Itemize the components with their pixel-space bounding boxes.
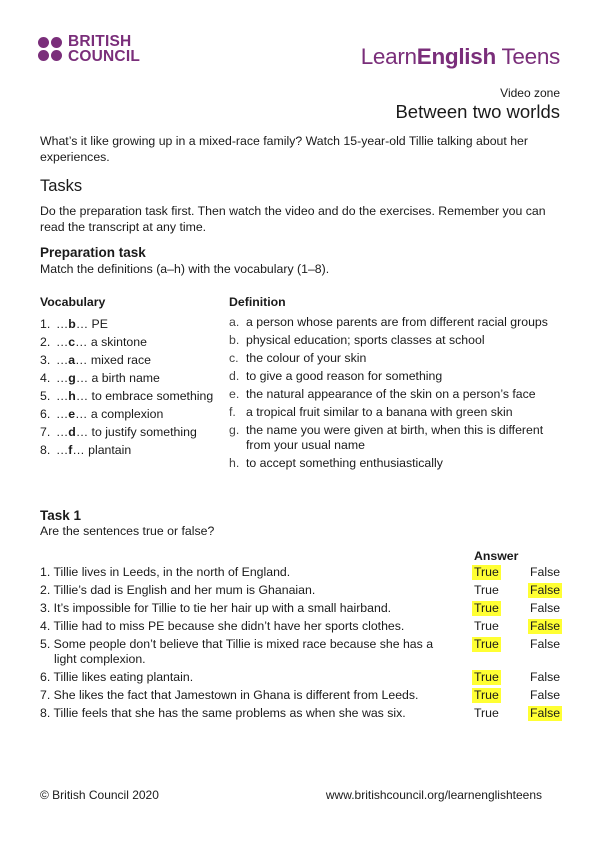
definition-item [229, 333, 569, 348]
definition-text: the colour of your skin [246, 351, 367, 365]
definition-text: a tropical fruit similar to a banana with green skin [246, 405, 513, 419]
vocab-answer: d [68, 425, 76, 439]
question-text: 5. Some people don’t believe that Tillie is mixed race because she has a light complexion. [40, 637, 434, 666]
definition-text: to accept something enthusiastically [246, 456, 443, 470]
true-option[interactable]: True [474, 583, 499, 597]
definition-letter: b. [229, 333, 240, 347]
question-text: 7. She likes the fact that Jamestown in Ghana is different from Leeds. [40, 688, 419, 702]
definition-item [229, 315, 569, 330]
vocab-number: 6. [40, 407, 51, 421]
definition-item [229, 369, 569, 384]
question-row [40, 706, 570, 721]
false-option[interactable]: False [530, 565, 561, 579]
definition-text: a person whose parents are from different racial groups [246, 315, 548, 329]
vocabulary-heading: Vocabulary [40, 295, 106, 309]
vocab-item [40, 441, 230, 459]
vocab-dots: … [56, 353, 69, 367]
true-option[interactable]: True [474, 565, 499, 579]
definition-letter: a. [229, 315, 240, 329]
true-option[interactable]: True [474, 619, 499, 633]
vocab-answer: e [68, 407, 76, 421]
false-option[interactable]: False [530, 706, 561, 720]
question-row [40, 670, 570, 685]
vocab-item [40, 405, 230, 423]
true-option[interactable]: True [474, 706, 499, 720]
vocab-answer: g [68, 371, 76, 385]
vocab-term: … plantain [72, 443, 132, 457]
true-option[interactable]: True [474, 670, 499, 684]
vocab-answer: h [68, 389, 76, 403]
true-option[interactable]: True [474, 688, 499, 702]
vocab-term: … a skintone [75, 335, 147, 349]
question-list [40, 565, 570, 724]
question-text: 1. Tillie lives in Leeds, in the north of England. [40, 565, 291, 579]
vocab-answer: a [68, 353, 76, 367]
vocab-number: 2. [40, 335, 51, 349]
intro-text: What’s it like growing up in a mixed-race family? Watch 15-year-old Tillie talking about her experiences. [40, 134, 528, 164]
vocab-term: … a complexion [75, 407, 164, 421]
question-text: 3. It’s impossible for Tillie to tie her hair up with a small hairband. [40, 601, 392, 615]
false-option[interactable]: False [530, 637, 561, 651]
definition-text: the name you were given at birth, when this is different from your usual name [246, 423, 544, 452]
learnenglish-teens-logo: LearnEnglish Teens [360, 44, 560, 69]
false-option[interactable]: False [530, 601, 561, 615]
vocabulary-list [40, 315, 230, 459]
vocab-dots: … [56, 407, 69, 421]
vocab-answer: b [68, 317, 76, 331]
question-row [40, 637, 570, 667]
preparation-heading: Preparation task [40, 245, 146, 260]
vocab-dots: … [56, 335, 69, 349]
question-row [40, 619, 570, 634]
vocab-dots: … [56, 443, 69, 457]
false-option[interactable]: False [530, 670, 561, 684]
definition-letter: f. [229, 405, 236, 419]
vocab-answer: f [68, 443, 73, 457]
vocab-dots: … [56, 371, 69, 385]
definition-letter: h. [229, 456, 240, 470]
task1-instruction: Are the sentences true or false? [40, 524, 215, 538]
vocab-number: 5. [40, 389, 51, 403]
definition-heading: Definition [229, 295, 286, 309]
vocab-item [40, 423, 230, 441]
true-option[interactable]: True [474, 601, 499, 615]
vocab-item [40, 387, 230, 405]
definition-text: to give a good reason for something [246, 369, 443, 383]
question-row [40, 565, 570, 580]
vocab-term: … a birth name [75, 371, 160, 385]
vocab-answer: c [68, 335, 76, 349]
definition-letter: e. [229, 387, 240, 401]
footer-url[interactable]: www.britishcouncil.org/learnenglishteens [325, 788, 542, 802]
vocab-number: 1. [40, 317, 51, 331]
task1-heading: Task 1 [40, 508, 82, 523]
vocab-item [40, 351, 230, 369]
page-title: Between two worlds [395, 101, 560, 122]
vocab-number: 3. [40, 353, 51, 367]
vocab-number: 7. [40, 425, 51, 439]
british-council-logo [38, 34, 140, 64]
vocab-dots: … [56, 389, 69, 403]
false-option[interactable]: False [530, 583, 561, 597]
vocab-dots: … [56, 317, 69, 331]
tasks-heading: Tasks [40, 177, 83, 195]
logo-dots-icon [38, 37, 62, 61]
footer-copyright: © British Council 2020 [40, 788, 159, 802]
definition-letter: d. [229, 369, 240, 383]
preparation-instruction: Match the definitions (a–h) with the vocabulary (1–8). [40, 262, 330, 276]
answer-heading: Answer [474, 549, 519, 563]
definition-text: physical education; sports classes at school [246, 333, 485, 347]
definition-item [229, 387, 569, 402]
tasks-text: Do the preparation task first. Then watch the video and do the exercises. Remember you can read the transcript at any time. [40, 204, 546, 234]
false-option[interactable]: False [530, 619, 561, 633]
definition-letter: c. [229, 351, 239, 365]
vocab-term: … to justify something [75, 425, 197, 439]
false-option[interactable]: False [530, 688, 561, 702]
vocab-item [40, 333, 230, 351]
vocab-dots: … [56, 425, 69, 439]
question-row [40, 688, 570, 703]
definition-list [229, 315, 569, 474]
true-option[interactable]: True [474, 637, 499, 651]
vocab-item [40, 315, 230, 333]
definition-letter: g. [229, 423, 240, 437]
question-row [40, 601, 570, 616]
vocab-term: … to embrace something [75, 389, 214, 403]
zone-label: Video zone [500, 86, 560, 100]
definition-item [229, 423, 569, 453]
vocab-number: 8. [40, 443, 51, 457]
british-council-wordmark: BRITISH COUNCIL [68, 33, 141, 65]
question-text: 6. Tillie likes eating plantain. [40, 670, 194, 684]
vocab-item [40, 369, 230, 387]
definition-item [229, 351, 569, 366]
question-row [40, 583, 570, 598]
definition-item [229, 456, 569, 471]
question-text: 2. Tillie’s dad is English and her mum is Ghanaian. [40, 583, 316, 597]
question-text: 4. Tillie had to miss PE because she didn’t have her sports clothes. [40, 619, 405, 633]
definition-item [229, 405, 569, 420]
vocab-term: … PE [75, 317, 108, 331]
question-text: 8. Tillie feels that she has the same problems as when she was six. [40, 706, 406, 720]
vocab-number: 4. [40, 371, 51, 385]
definition-text: the natural appearance of the skin on a person’s face [246, 387, 536, 401]
vocab-term: … mixed race [75, 353, 151, 367]
